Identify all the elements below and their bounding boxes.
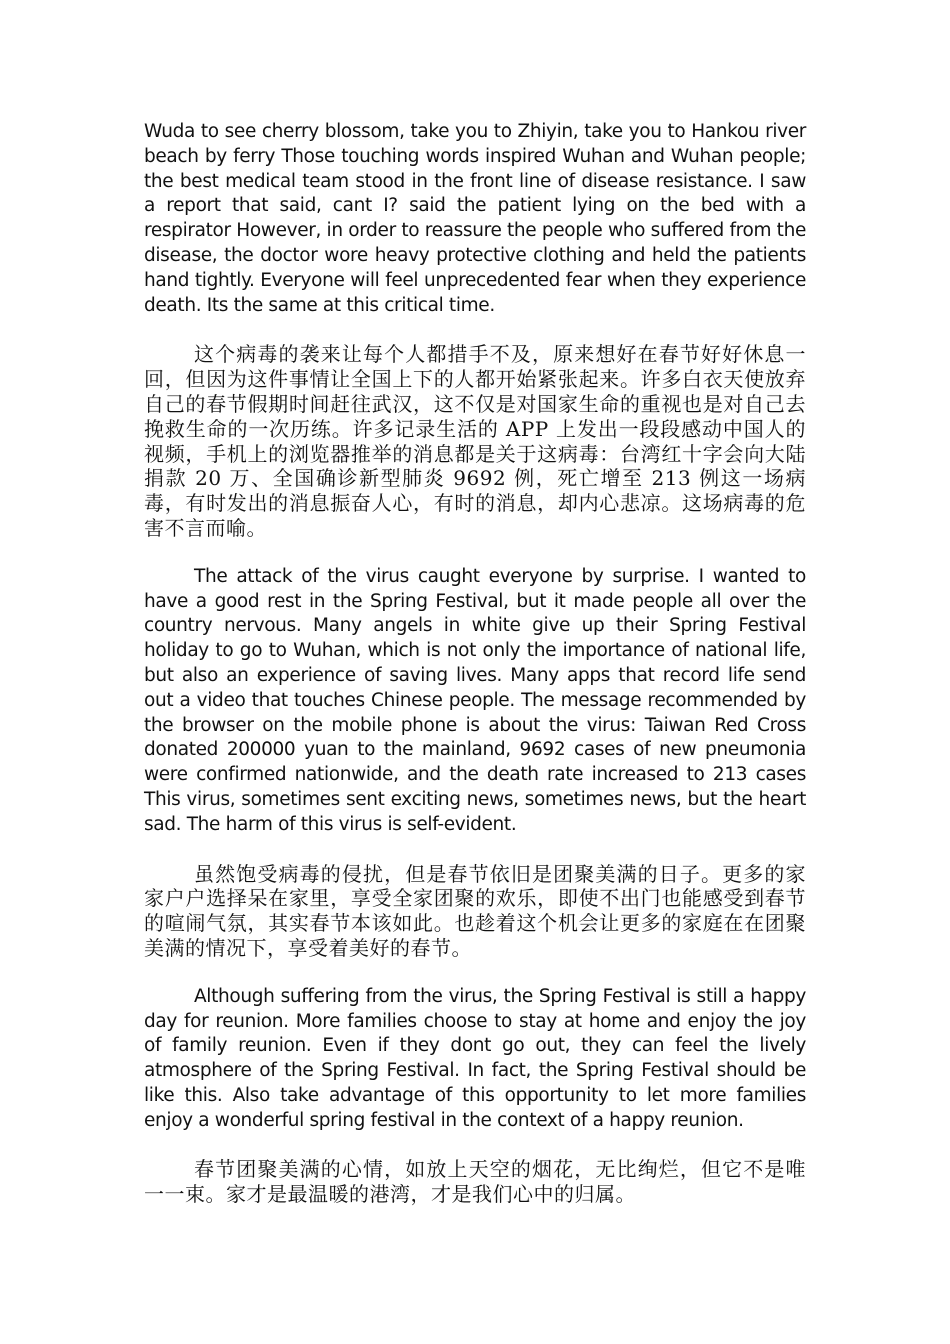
paragraph-5-english: Although suffering from the virus, the Spring Festival is still a happy day for reunion. More families choose to stay at home and enjoy the joy of family reunion. Even if they dont go out, they can feel the lively atmosphere of the Spring Festival. In fact, the Spring Festival should be like this. Also take advantage of this opportunity to let more families enjoy a wonderful spring festival in the context of a happy reunion. <box>144 985 806 1131</box>
paragraph-2-chinese: 这个病毒的袭来让每个人都措手不及，原来想好在春节好好休息一回，但因为这件事情让全国上下的人都开始紧张起来。许多白衣天使放弃自己的春节假期时间赶往武汉，这不仅是对国家生命的重视也是对自己去挽救生命的一次历练。许多记录生活的 APP 上发出一段段感动中国人的视频，手机上的浏览器推举的消息都是关于这病毒：台湾红十字会向大陆捐款 20 万、全国确诊新型肺炎 9692 例，死亡增至 213 例这一场病毒，有时发出的消息振奋人心，有时的消息，却内心悲凉。这场病毒的危害不言而喻。 <box>144 342 806 540</box>
paragraph-6-chinese: 春节团聚美满的心情，如放上天空的烟花，无比绚烂，但它不是唯一一束。家才是最温暖的港湾，才是我们心中的归属。 <box>144 1157 806 1207</box>
paragraph-3-english: The attack of the virus caught everyone by surprise. I wanted to have a good rest in the Spring Festival, but it made people all over the country nervous. Many angels in white give up their Spring Festival holiday to go to Wuhan, which is not only the importance of national life, but also an experience of saving lives. Many apps that record life send out a video that touches Chinese people. The message recommended by the browser on the mobile phone is about the virus: Taiwan Red Cross donated 200000 yuan to the mainland, 9692 cases of new pneumonia were confirmed nationwide, and the death rate increased to 213 cases This virus, sometimes sent exciting news, sometimes news, but the heart sad. The harm of this virus is self-evident. <box>144 565 806 835</box>
paragraph-4-chinese: 虽然饱受病毒的侵扰，但是春节依旧是团聚美满的日子。更多的家家户户选择呆在家里，享受全家团聚的欢乐，即使不出门也能感受到春节的喧闹气氛，其实春节本该如此。也趁着这个机会让更多的家庭在在团聚美满的情况下，享受着美好的春节。 <box>144 861 806 960</box>
paragraph-1-english: Wuda to see cherry blossom, take you to Zhiyin, take you to Hankou river beach by ferry Those touching words inspired Wuhan and Wuhan people; the best medical team stood in the front line of disease resistance. I saw a report that said, cant I? said the patient lying on the bed with a respirator However, in order to reassure the people who suffered from the disease, the doctor wore heavy protective clothing and held the patients hand tightly. Everyone will feel unprecedented fear when they experience death. Its the same at this critical time. <box>144 121 806 316</box>
document-body <box>144 120 806 1231</box>
